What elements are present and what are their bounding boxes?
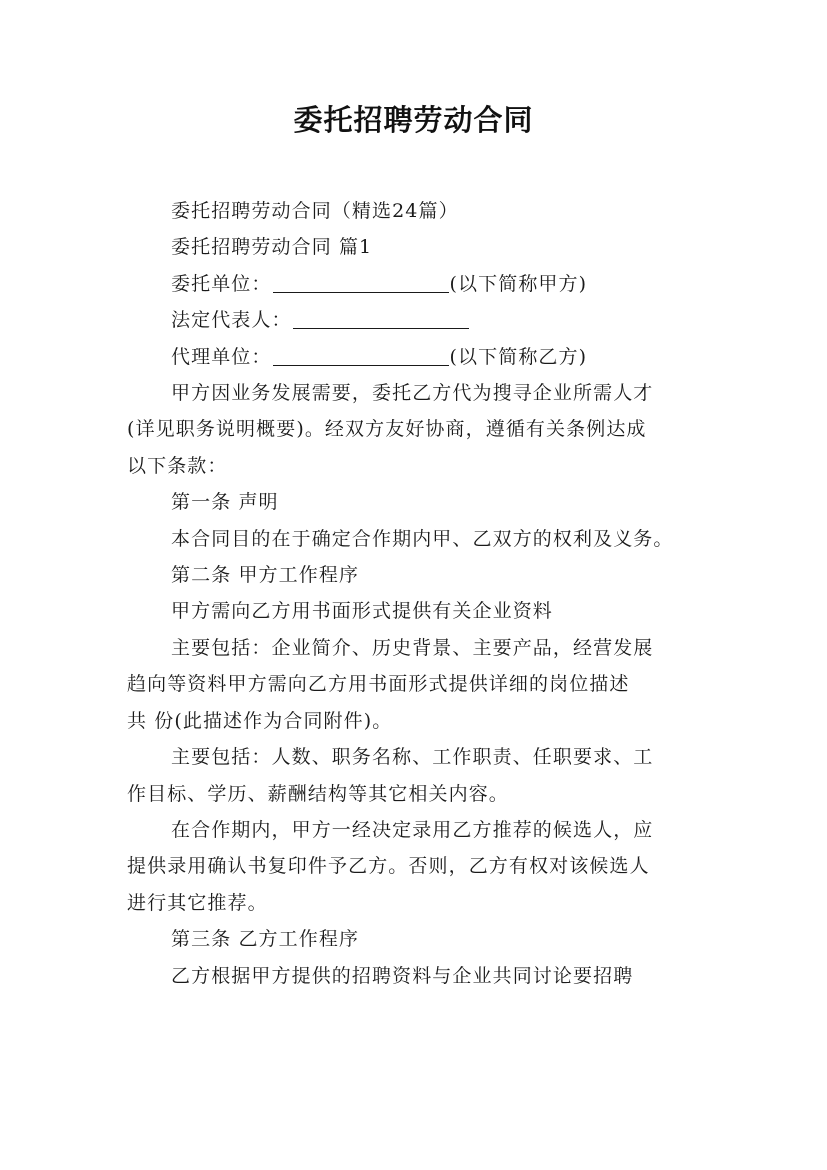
paragraph-line: 甲方因业务发展需要，委托乙方代为搜寻企业所需人才 [171, 382, 654, 405]
paragraph-line: 以下条款： [127, 454, 228, 477]
article-heading: 第一条 声明 [171, 491, 279, 514]
paragraph-line: (详见职务说明概要)。经双方友好协商，遵循有关条例达成 [127, 418, 647, 441]
article-heading: 第二条 甲方工作程序 [171, 564, 360, 587]
field-suffix: (以下简称甲方) [449, 272, 588, 295]
field-label: 委托单位： [171, 272, 272, 295]
field-legal-representative [127, 302, 702, 338]
article-heading: 第三条 乙方工作程序 [171, 928, 360, 951]
paragraph-line: 提供录用确认书复印件予乙方。否则，乙方有权对该候选人 [127, 855, 650, 878]
blank-line [293, 306, 469, 329]
paragraph-line: 主要包括：人数、职务名称、工作职责、任职要求、工 [171, 746, 654, 769]
paragraph-line: 主要包括：企业简介、历史背景、主要产品，经营发展 [171, 636, 654, 659]
paragraph-line: 作目标、学历、薪酬结构等其它相关内容。 [127, 782, 509, 805]
paragraph-line: 本合同目的在于确定合作期内甲、乙双方的权利及义务。 [171, 527, 674, 550]
field-label: 代理单位： [171, 345, 272, 368]
field-agency-unit [127, 339, 702, 375]
section-heading: 委托招聘劳动合同 篇1 [171, 236, 373, 259]
field-suffix: (以下简称乙方) [449, 345, 588, 368]
paragraph-line: 乙方根据甲方提供的招聘资料与企业共同讨论要招聘 [171, 964, 634, 987]
document-subtitle: 委托招聘劳动合同（精选24篇） [171, 200, 459, 222]
document-body [127, 193, 702, 994]
document-title: 委托招聘劳动合同 [293, 103, 534, 137]
blank-line [273, 343, 449, 366]
field-label: 法定代表人： [171, 309, 292, 332]
paragraph-line: 甲方需向乙方用书面形式提供有关企业资料 [171, 600, 553, 623]
paragraph-line: 趋向等资料甲方需向乙方用书面形式提供详细的岗位描述 [127, 673, 630, 696]
paragraph-line: 在合作期内，甲方一经决定录用乙方推荐的候选人，应 [171, 818, 654, 841]
paragraph-line: 共 份(此描述作为合同附件)。 [127, 709, 393, 732]
paragraph-line: 进行其它推荐。 [127, 891, 268, 914]
field-entrusting-unit [127, 266, 702, 302]
blank-line [273, 270, 449, 293]
